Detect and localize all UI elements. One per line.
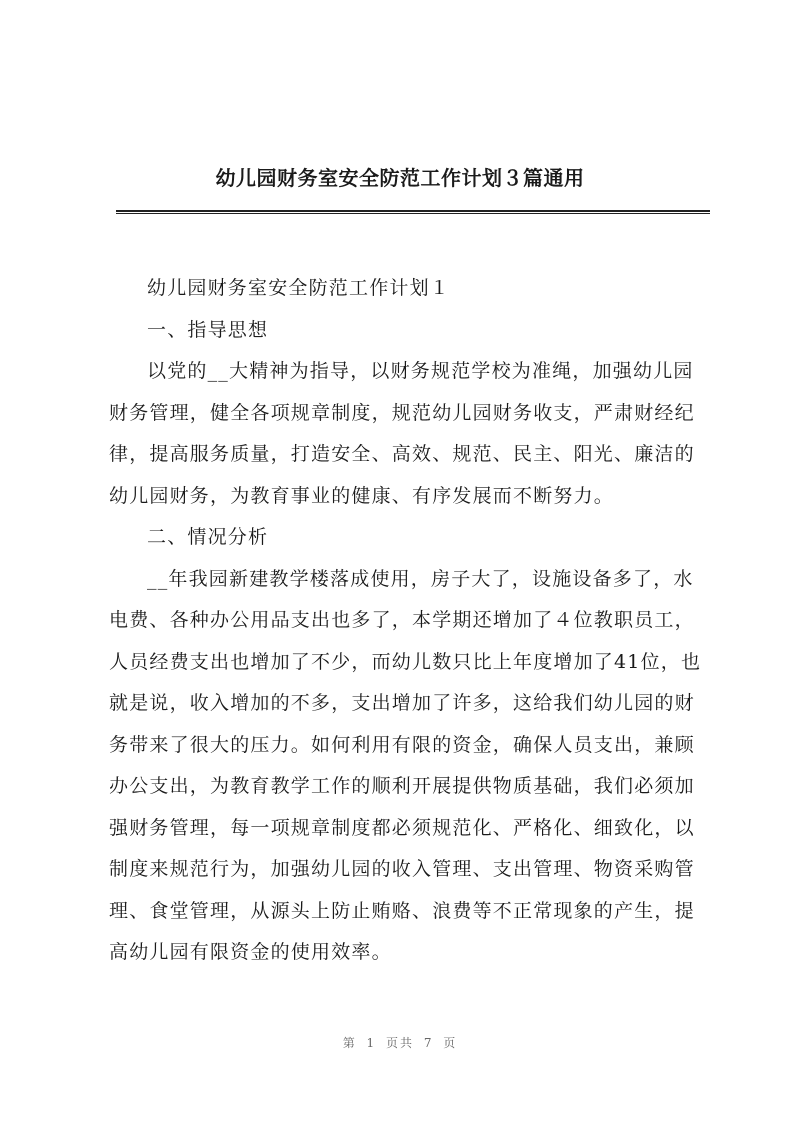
section-heading-guiding-ideology: 一、指导思想 [147,318,269,341]
paragraph-guiding-ideology: 以党的__大精神为指导，以财务规范学校为准绳，加强幼儿园财务管理，健全各项规章制度，规范幼儿园财务收支，严肃财经纪律，提高服务质量，打造安全、高效、规范、民主、阳光、廉洁的幼儿园财务，为教育事业的健康、有序发展而不断努力。 [109,360,695,507]
document-title: 幼儿园财务室安全防范工作计划３篇通用 [215,166,585,190]
section-heading-plan-1: 幼儿园财务室安全防范工作计划１ [147,277,451,299]
document-body [109,268,713,974]
page-number-footer: 第 1 页共 7 页 [342,1036,458,1050]
section-heading-situation-analysis: 二、情况分析 [147,526,269,548]
title-divider [116,210,710,214]
paragraph-situation-analysis: __年我园新建教学楼落成使用，房子大了，设施设备多了，水电费、各种办公用品支出也多了，本学期还增加了４位教职员工，人员经费支出也增加了不少，而幼儿数只比上年度增加了41位，也就是说，收入增加的不多，支出增加了许多，这给我们幼儿园的财务带来了很大的压力。如何利用有限的资金，确保人员支出，兼顾办公支出，为教育教学工作的顺利开展提供物质基础，我们必须加强财务管理，每一项规章制度都必须规范化、严格化、细致化，以制度来规范行为，加强幼儿园的收入管理、支出管理、物资采购管理、食堂管理，从源头上防止贿赂、浪费等不正常现象的产生，提高幼儿园有限资金的使用效率。 [109,567,702,963]
